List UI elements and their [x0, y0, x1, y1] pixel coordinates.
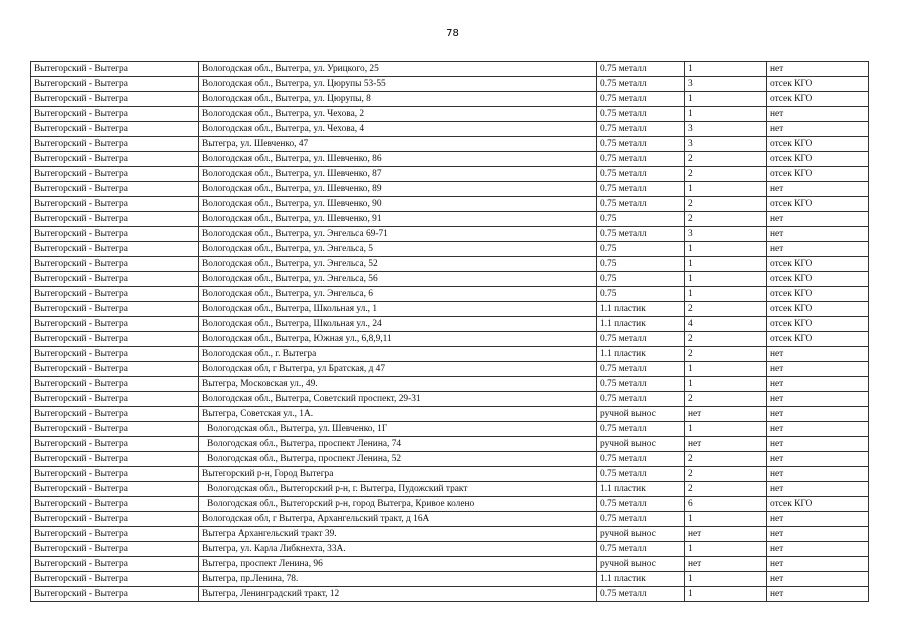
table-row	[31, 452, 869, 467]
container-type-cell: 0.75	[597, 272, 685, 287]
district-cell: Вытегорский - Вытегра	[31, 212, 199, 227]
table-row	[31, 257, 869, 272]
container-type-cell: ручной вынос	[597, 527, 685, 542]
container-type-cell: 1.1 пластик	[597, 347, 685, 362]
kgo-compartment-cell: нет	[767, 407, 869, 422]
address-cell: Вытегорский р-н, Город Вытегра	[199, 467, 597, 482]
kgo-compartment-cell: отсек КГО	[767, 332, 869, 347]
address-cell: Вологодская обл., Вытегра, ул. Энгельса, 52	[199, 257, 597, 272]
page-number: 78	[446, 28, 459, 39]
district-cell: Вытегорский - Вытегра	[31, 302, 199, 317]
district-cell: Вытегорский - Вытегра	[31, 242, 199, 257]
address-cell: Вологодская обл., Вытегра, ул. Урицкого, 25	[199, 62, 597, 77]
container-count-cell: 1	[685, 512, 767, 527]
container-count-cell: нет	[685, 557, 767, 572]
kgo-compartment-cell: нет	[767, 422, 869, 437]
container-type-cell: 0.75 металл	[597, 62, 685, 77]
container-type-cell: 0.75 металл	[597, 512, 685, 527]
address-cell: Вологодская обл., Вытегра, проспект Ленина, 52	[199, 452, 597, 467]
container-type-cell: ручной вынос	[597, 437, 685, 452]
kgo-compartment-cell: отсек КГО	[767, 197, 869, 212]
address-cell: Вологодская обл., Вытегра, ул. Чехова, 4	[199, 122, 597, 137]
district-cell: Вытегорский - Вытегра	[31, 362, 199, 377]
kgo-compartment-cell: отсек КГО	[767, 167, 869, 182]
container-count-cell: 3	[685, 227, 767, 242]
table-body	[31, 62, 869, 602]
district-cell: Вытегорский - Вытегра	[31, 542, 199, 557]
table-row	[31, 407, 869, 422]
address-cell: Вологодская обл., Вытегра, ул. Энгельса, 6	[199, 287, 597, 302]
container-type-cell: 0.75 металл	[597, 107, 685, 122]
container-type-cell: 0.75 металл	[597, 182, 685, 197]
table-row	[31, 587, 869, 602]
container-count-cell: 1	[685, 287, 767, 302]
address-cell: Вологодская обл., Вытегорский р-н, г. Вытегра, Пудожский тракт	[199, 482, 597, 497]
district-cell: Вытегорский - Вытегра	[31, 257, 199, 272]
district-cell: Вытегорский - Вытегра	[31, 347, 199, 362]
table-row	[31, 62, 869, 77]
kgo-compartment-cell: нет	[767, 107, 869, 122]
container-type-cell: 1.1 пластик	[597, 572, 685, 587]
kgo-compartment-cell: нет	[767, 122, 869, 137]
kgo-compartment-cell: нет	[767, 182, 869, 197]
district-cell: Вытегорский - Вытегра	[31, 572, 199, 587]
container-count-cell: 1	[685, 107, 767, 122]
district-cell: Вытегорский - Вытегра	[31, 482, 199, 497]
container-count-cell: 4	[685, 317, 767, 332]
table-row	[31, 437, 869, 452]
district-cell: Вытегорский - Вытегра	[31, 407, 199, 422]
kgo-compartment-cell: нет	[767, 362, 869, 377]
table-row	[31, 542, 869, 557]
table-row	[31, 377, 869, 392]
container-type-cell: 0.75 металл	[597, 332, 685, 347]
kgo-compartment-cell: отсек КГО	[767, 137, 869, 152]
container-type-cell: 0.75 металл	[597, 392, 685, 407]
district-cell: Вытегорский - Вытегра	[31, 152, 199, 167]
container-type-cell: ручной вынос	[597, 557, 685, 572]
address-cell: Вологодская обл., г. Вытегра	[199, 347, 597, 362]
district-cell: Вытегорский - Вытегра	[31, 377, 199, 392]
address-cell: Вытегра, пр.Ленина, 78.	[199, 572, 597, 587]
district-cell: Вытегорский - Вытегра	[31, 122, 199, 137]
table-row	[31, 512, 869, 527]
container-type-cell: ручной вынос	[597, 407, 685, 422]
address-cell: Вытегра Архангельский тракт 39.	[199, 527, 597, 542]
container-type-cell: 0.75 металл	[597, 542, 685, 557]
kgo-compartment-cell: нет	[767, 62, 869, 77]
kgo-compartment-cell: нет	[767, 557, 869, 572]
table-row	[31, 107, 869, 122]
container-type-cell: 0.75	[597, 242, 685, 257]
district-cell: Вытегорский - Вытегра	[31, 227, 199, 242]
district-cell: Вытегорский - Вытегра	[31, 182, 199, 197]
table-row	[31, 317, 869, 332]
container-count-cell: 2	[685, 197, 767, 212]
address-cell: Вытегра, ул. Шевченко, 47	[199, 137, 597, 152]
address-cell: Вытегра, проспект Ленина, 96	[199, 557, 597, 572]
address-cell: Вытегра, Московская ул., 49.	[199, 377, 597, 392]
address-cell: Вологодская обл., Вытегра, Школьная ул., 1	[199, 302, 597, 317]
table-row	[31, 482, 869, 497]
container-type-cell: 0.75 металл	[597, 122, 685, 137]
kgo-compartment-cell: отсек КГО	[767, 257, 869, 272]
container-type-cell: 0.75 металл	[597, 497, 685, 512]
container-count-cell: 2	[685, 347, 767, 362]
address-cell: Вологодская обл., Вытегорский р-н, город Вытегра, Кривое колено	[199, 497, 597, 512]
container-type-cell: 0.75	[597, 287, 685, 302]
container-count-cell: 2	[685, 467, 767, 482]
address-cell: Вологодская обл, г Вытегра, Архангельский тракт, д 16А	[199, 512, 597, 527]
container-count-cell: 1	[685, 242, 767, 257]
kgo-compartment-cell: нет	[767, 572, 869, 587]
container-type-cell: 0.75	[597, 257, 685, 272]
container-count-cell: 2	[685, 152, 767, 167]
district-cell: Вытегорский - Вытегра	[31, 422, 199, 437]
container-type-cell: 0.75	[597, 212, 685, 227]
address-cell: Вологодская обл., Вытегра, проспект Ленина, 74	[199, 437, 597, 452]
container-type-cell: 0.75 металл	[597, 467, 685, 482]
container-type-cell: 1.1 пластик	[597, 317, 685, 332]
table-row	[31, 77, 869, 92]
table-row	[31, 197, 869, 212]
district-cell: Вытегорский - Вытегра	[31, 527, 199, 542]
table-row	[31, 332, 869, 347]
kgo-compartment-cell: нет	[767, 587, 869, 602]
kgo-compartment-cell: отсек КГО	[767, 302, 869, 317]
kgo-compartment-cell: отсек КГО	[767, 497, 869, 512]
address-cell: Вологодская обл., Вытегра, ул. Шевченко, 89	[199, 182, 597, 197]
district-cell: Вытегорский - Вытегра	[31, 557, 199, 572]
table-row	[31, 182, 869, 197]
address-cell: Вологодская обл., Вытегра, ул. Энгельса, 5	[199, 242, 597, 257]
kgo-compartment-cell: нет	[767, 242, 869, 257]
kgo-compartment-cell: отсек КГО	[767, 317, 869, 332]
container-count-cell: 1	[685, 422, 767, 437]
kgo-compartment-cell: отсек КГО	[767, 92, 869, 107]
container-type-cell: 0.75 металл	[597, 197, 685, 212]
container-count-cell: 3	[685, 137, 767, 152]
district-cell: Вытегорский - Вытегра	[31, 107, 199, 122]
table-row	[31, 212, 869, 227]
container-type-cell: 0.75 металл	[597, 137, 685, 152]
address-cell: Вологодская обл., Вытегра, ул. Шевченко, 86	[199, 152, 597, 167]
address-cell: Вологодская обл., Вытегра, ул. Шевченко, 91	[199, 212, 597, 227]
kgo-compartment-cell: нет	[767, 437, 869, 452]
district-cell: Вытегорский - Вытегра	[31, 287, 199, 302]
district-cell: Вытегорский - Вытегра	[31, 317, 199, 332]
container-count-cell: нет	[685, 407, 767, 422]
table-row	[31, 422, 869, 437]
container-type-cell: 0.75 металл	[597, 227, 685, 242]
table-row	[31, 167, 869, 182]
table-row	[31, 347, 869, 362]
container-count-cell: 2	[685, 482, 767, 497]
container-type-cell: 0.75 металл	[597, 377, 685, 392]
address-cell: Вологодская обл., Вытегра, Школьная ул., 24	[199, 317, 597, 332]
container-count-cell: 1	[685, 272, 767, 287]
table-row	[31, 92, 869, 107]
kgo-compartment-cell: нет	[767, 542, 869, 557]
kgo-compartment-cell: нет	[767, 452, 869, 467]
district-cell: Вытегорский - Вытегра	[31, 92, 199, 107]
container-type-cell: 0.75 металл	[597, 77, 685, 92]
data-table	[30, 61, 869, 602]
table-row	[31, 467, 869, 482]
container-count-cell: 1	[685, 92, 767, 107]
district-cell: Вытегорский - Вытегра	[31, 452, 199, 467]
table-row	[31, 362, 869, 377]
kgo-compartment-cell: нет	[767, 212, 869, 227]
container-count-cell: 1	[685, 542, 767, 557]
table-row	[31, 497, 869, 512]
address-cell: Вологодская обл., Вытегра, ул. Цюрупы 53-55	[199, 77, 597, 92]
container-type-cell: 0.75 металл	[597, 452, 685, 467]
table-row	[31, 557, 869, 572]
address-cell: Вологодская обл., Вытегра, ул. Чехова, 2	[199, 107, 597, 122]
container-count-cell: 6	[685, 497, 767, 512]
container-count-cell: 3	[685, 122, 767, 137]
district-cell: Вытегорский - Вытегра	[31, 197, 199, 212]
kgo-compartment-cell: нет	[767, 377, 869, 392]
container-count-cell: 2	[685, 332, 767, 347]
table-row	[31, 287, 869, 302]
container-type-cell: 1.1 пластик	[597, 302, 685, 317]
district-cell: Вытегорский - Вытегра	[31, 512, 199, 527]
district-cell: Вытегорский - Вытегра	[31, 587, 199, 602]
district-cell: Вытегорский - Вытегра	[31, 167, 199, 182]
container-count-cell: нет	[685, 527, 767, 542]
container-count-cell: 2	[685, 302, 767, 317]
table-row	[31, 527, 869, 542]
address-cell: Вытегра, ул. Карла Либкнехта, 33А.	[199, 542, 597, 557]
address-cell: Вологодская обл., Вытегра, ул. Цюрупы, 8	[199, 92, 597, 107]
kgo-compartment-cell: нет	[767, 347, 869, 362]
container-type-cell: 0.75 металл	[597, 587, 685, 602]
container-count-cell: 2	[685, 212, 767, 227]
address-cell: Вологодская обл., Вытегра, ул. Энгельса, 56	[199, 272, 597, 287]
container-type-cell: 0.75 металл	[597, 167, 685, 182]
table-row	[31, 302, 869, 317]
address-cell: Вытегра, Ленинградский тракт, 12	[199, 587, 597, 602]
container-count-cell: 2	[685, 452, 767, 467]
container-count-cell: 1	[685, 362, 767, 377]
district-cell: Вытегорский - Вытегра	[31, 497, 199, 512]
container-count-cell: 2	[685, 167, 767, 182]
container-type-cell: 1.1 пластик	[597, 482, 685, 497]
container-type-cell: 0.75 металл	[597, 92, 685, 107]
address-cell: Вологодская обл., Вытегра, Советский проспект, 29-31	[199, 392, 597, 407]
district-cell: Вытегорский - Вытегра	[31, 332, 199, 347]
kgo-compartment-cell: нет	[767, 527, 869, 542]
kgo-compartment-cell: нет	[767, 392, 869, 407]
container-count-cell: 1	[685, 587, 767, 602]
table-row	[31, 272, 869, 287]
table-row	[31, 152, 869, 167]
address-cell: Вытегра, Советская ул., 1А.	[199, 407, 597, 422]
address-cell: Вологодская обл., Вытегра, Южная ул., 6,8,9,11	[199, 332, 597, 347]
container-count-cell: 1	[685, 572, 767, 587]
district-cell: Вытегорский - Вытегра	[31, 77, 199, 92]
container-count-cell: 3	[685, 77, 767, 92]
kgo-compartment-cell: отсек КГО	[767, 272, 869, 287]
address-cell: Вологодская обл., Вытегра, ул. Энгельса 69-71	[199, 227, 597, 242]
container-count-cell: нет	[685, 437, 767, 452]
table-row	[31, 572, 869, 587]
container-count-cell: 1	[685, 257, 767, 272]
kgo-compartment-cell: нет	[767, 482, 869, 497]
container-count-cell: 1	[685, 377, 767, 392]
district-cell: Вытегорский - Вытегра	[31, 467, 199, 482]
table-row	[31, 392, 869, 407]
kgo-compartment-cell: отсек КГО	[767, 77, 869, 92]
address-cell: Вологодская обл., Вытегра, ул. Шевченко, 87	[199, 167, 597, 182]
container-type-cell: 0.75 металл	[597, 422, 685, 437]
container-count-cell: 1	[685, 182, 767, 197]
kgo-compartment-cell: нет	[767, 512, 869, 527]
district-cell: Вытегорский - Вытегра	[31, 437, 199, 452]
address-cell: Вологодская обл, г Вытегра, ул Братская, д 47	[199, 362, 597, 377]
district-cell: Вытегорский - Вытегра	[31, 137, 199, 152]
address-cell: Вологодская обл., Вытегра, ул. Шевченко, 90	[199, 197, 597, 212]
container-type-cell: 0.75 металл	[597, 152, 685, 167]
table-row	[31, 227, 869, 242]
container-count-cell: 1	[685, 62, 767, 77]
table-row	[31, 137, 869, 152]
container-count-cell: 2	[685, 392, 767, 407]
district-cell: Вытегорский - Вытегра	[31, 272, 199, 287]
table-row	[31, 122, 869, 137]
district-cell: Вытегорский - Вытегра	[31, 392, 199, 407]
address-cell: Вологодская обл., Вытегра, ул. Шевченко, 1Г	[199, 422, 597, 437]
kgo-compartment-cell: нет	[767, 227, 869, 242]
kgo-compartment-cell: отсек КГО	[767, 287, 869, 302]
kgo-compartment-cell: нет	[767, 467, 869, 482]
kgo-compartment-cell: отсек КГО	[767, 152, 869, 167]
table-row	[31, 242, 869, 257]
container-type-cell: 0.75 металл	[597, 362, 685, 377]
district-cell: Вытегорский - Вытегра	[31, 62, 199, 77]
